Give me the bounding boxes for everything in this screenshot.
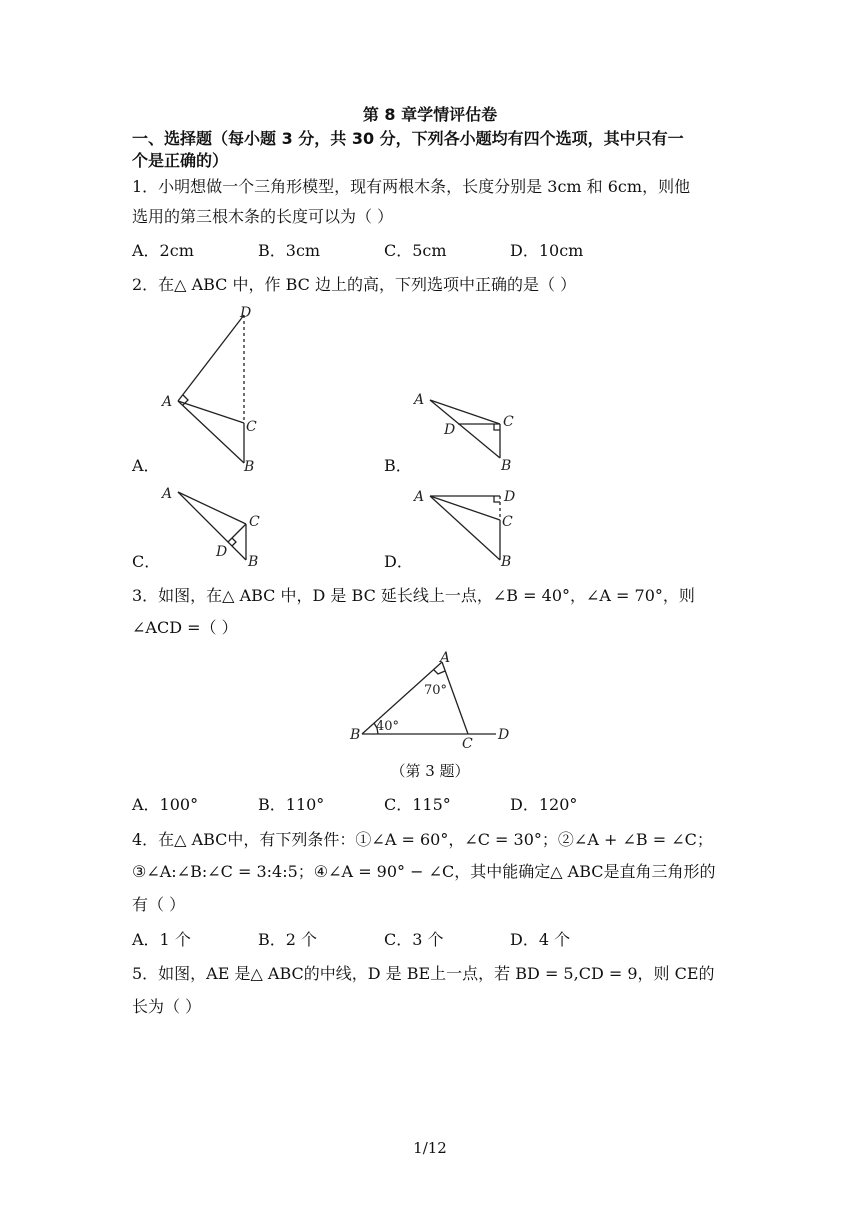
q3-text-line1: 3．如图，在△ ABC 中，D 是 BC 延长线上一点，∠B = 40°，∠A = 70°，则 <box>132 586 695 605</box>
q3-label-b: B <box>350 727 361 743</box>
q2-figure-b <box>410 388 520 478</box>
q2-option-b-label: B． <box>384 456 412 475</box>
fig-a-side-ab <box>178 401 244 463</box>
q2-option-c-label: C． <box>132 552 161 571</box>
fig-c-label-b: B <box>248 554 259 570</box>
fig-b-label-a: A <box>414 392 425 408</box>
fig-d-label-d: D <box>504 489 516 505</box>
fig-b-label-d: D <box>444 422 456 438</box>
q3-option-b: B．110° <box>258 795 325 814</box>
page-number: 1/12 <box>413 1139 447 1157</box>
q1-option-a: A．2cm <box>132 241 194 260</box>
fig-c-right-angle-mark <box>232 538 236 546</box>
fig-c-altitude-cd <box>228 524 246 542</box>
q4-option-b: B．2 个 <box>258 930 318 949</box>
q3-label-c: C <box>462 736 473 752</box>
q3-option-a: A．100° <box>132 795 199 814</box>
fig-d-label-c: C <box>502 514 513 530</box>
section-heading-line2: 个是正确的） <box>132 151 229 170</box>
q3-label-d: D <box>498 727 510 743</box>
q1-option-c: C．5cm <box>384 241 447 260</box>
fig-a-label-d: D <box>240 305 252 321</box>
q1-text-line2: 选用的第三根木条的长度可以为（ ） <box>132 207 394 226</box>
fig-d-label-b: B <box>501 554 512 570</box>
fig-b-label-c: C <box>503 414 514 430</box>
q2-option-a-label: A． <box>132 456 160 475</box>
q3-option-d: D．120° <box>510 795 578 814</box>
fig-d-side-ac <box>430 496 500 520</box>
fig-b-side-ac <box>430 400 500 424</box>
q4-text-line1: 4．在△ ABC中，有下列条件：①∠A = 60°，∠C = 30°；②∠A + ∠B = ∠C； <box>132 830 713 849</box>
q3-label-a: A <box>440 650 451 666</box>
q4-option-c: C．3 个 <box>384 930 444 949</box>
fig-b-label-b: B <box>501 458 512 474</box>
q5-text-line1: 5．如图，AE 是△ ABC的中线，D 是 BE上一点，若 BD = 5,CD = 9，则 CE的 <box>132 964 715 983</box>
q3-figure <box>348 650 518 750</box>
q1-option-b: B．3cm <box>258 241 321 260</box>
fig-c-side-ab <box>178 492 246 560</box>
fig-b-right-angle-mark <box>494 424 500 430</box>
q3-angle-a-value: 70° <box>424 683 448 698</box>
q4-text-line2: ③∠A:∠B:∠C = 3:4:5；④∠A = 90° − ∠C，其中能确定△ ABC是直角三角形的 <box>132 862 716 881</box>
page-title: 第 8 章学情评估卷 <box>362 105 498 124</box>
q3-text-line2: ∠ACD =（ ） <box>132 618 238 637</box>
fig-a-label-b: B <box>244 459 255 475</box>
q4-option-d: D．4 个 <box>510 930 571 949</box>
q2-figure-a <box>160 305 270 475</box>
fig-c-label-d: D <box>216 544 228 560</box>
q2-option-d-label: D． <box>384 552 413 571</box>
fig-a-label-a: A <box>162 394 173 410</box>
fig-a-side-ad <box>178 315 244 401</box>
fig-c-label-c: C <box>249 514 260 530</box>
q3-angle-b-value: 40° <box>376 719 400 734</box>
q4-text-line3: 有（ ） <box>132 895 186 914</box>
q1-text-line1: 1．小明想做一个三角形模型，现有两根木条，长度分别是 3cm 和 6cm，则他 <box>132 177 691 196</box>
fig-a-label-c: C <box>246 419 257 435</box>
q2-figure-d <box>410 484 520 574</box>
q4-option-a: A．1 个 <box>132 930 191 949</box>
fig-d-right-angle-mark <box>494 496 500 502</box>
q3-angle-a-arc <box>434 670 445 674</box>
fig-d-side-ab <box>430 496 500 560</box>
fig-d-label-a: A <box>414 489 425 505</box>
q2-text-line1: 2．在△ ABC 中，作 BC 边上的高，下列选项中正确的是（ ） <box>132 275 577 294</box>
fig-b-side-ab <box>430 400 500 458</box>
q3-option-c: C．115° <box>384 795 451 814</box>
fig-a-side-ac <box>178 401 244 423</box>
fig-c-side-ac <box>178 492 246 524</box>
q2-figure-c <box>160 484 270 574</box>
q1-option-d: D．10cm <box>510 241 584 260</box>
q5-text-line2: 长为（ ） <box>132 997 202 1016</box>
fig-c-label-a: A <box>162 486 173 502</box>
q3-caption: （第 3 题） <box>390 762 470 780</box>
q3-side-ac <box>442 662 468 734</box>
section-heading-line1: 一、选择题（每小题 3 分，共 30 分，下列各小题均有四个选项，其中只有一 <box>132 129 684 148</box>
